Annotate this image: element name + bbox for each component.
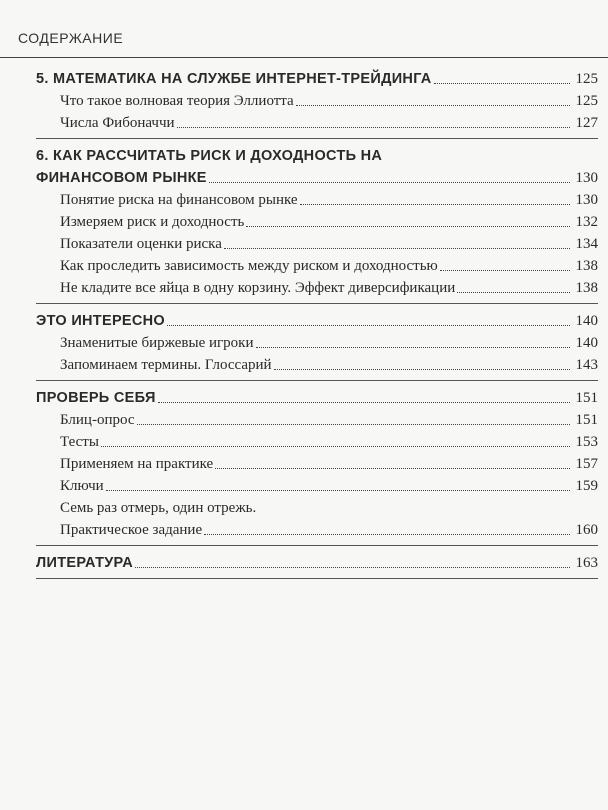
page-number: 134 [575, 236, 598, 252]
page-number: 140 [575, 313, 598, 329]
header-divider [0, 57, 608, 58]
page-number: 140 [575, 335, 598, 351]
dot-leader [274, 369, 570, 370]
dot-leader [215, 468, 570, 469]
toc-chapter-entry[interactable] [36, 167, 598, 189]
item-title: Применяем на практике [60, 456, 214, 472]
item-title: Знаменитые биржевые игроки [60, 335, 254, 351]
item-title: Показатели оценки риска [60, 236, 222, 252]
dot-leader [440, 270, 570, 271]
toc-item[interactable] [36, 497, 598, 519]
dot-leader [296, 105, 570, 106]
item-title: Ключи [60, 478, 104, 494]
toc-item[interactable] [36, 233, 598, 255]
toc-section-literature [36, 552, 598, 579]
dot-leader [137, 424, 570, 425]
page-number: 160 [575, 522, 598, 538]
item-title: Числа Фибоначчи [60, 115, 175, 131]
page-number: 125 [575, 71, 598, 87]
dot-leader [101, 446, 570, 447]
page-number: 138 [575, 280, 598, 296]
item-title: Не кладите все яйца в одну корзину. Эффект диверсификации [60, 280, 456, 296]
item-title: Что такое волновая теория Эллиотта [60, 93, 294, 109]
page-number: 130 [575, 192, 598, 208]
page-number: 151 [575, 412, 598, 428]
item-title: Семь раз отмерь, один отрежь. [60, 500, 257, 516]
dot-leader [204, 534, 570, 535]
item-title: Практическое задание [60, 522, 203, 538]
toc-section-self-check [36, 387, 598, 546]
table-of-contents [36, 64, 598, 585]
page-number: 143 [575, 357, 598, 373]
dot-leader [167, 325, 570, 326]
dot-leader [135, 567, 570, 568]
toc-section-6 [36, 145, 598, 304]
chapter-title-line-1[interactable]: 6. КАК РАССЧИТАТЬ РИСК И ДОХОДНОСТЬ НА [36, 148, 383, 164]
toc-item[interactable] [36, 277, 598, 299]
toc-item[interactable] [36, 431, 598, 453]
toc-item[interactable] [36, 519, 598, 541]
item-title: Запоминаем термины. Глоссарий [60, 357, 272, 373]
page-blank-area [0, 590, 608, 810]
dot-leader [158, 402, 570, 403]
item-title: Измеряем риск и доходность [60, 214, 245, 230]
chapter-title: 5. МАТЕМАТИКА НА СЛУЖБЕ ИНТЕРНЕТ-ТРЕЙДИНГА [36, 71, 432, 87]
toc-section-5 [36, 68, 598, 139]
dot-leader [106, 490, 570, 491]
page-number: 151 [575, 390, 598, 406]
item-title: Тесты [60, 434, 99, 450]
page-number: 127 [575, 115, 598, 131]
page-number: 163 [575, 555, 598, 571]
dot-leader [300, 204, 570, 205]
chapter-title-line-2: ФИНАНСОВОМ РЫНКЕ [36, 170, 207, 186]
toc-chapter-entry[interactable] [36, 552, 598, 574]
toc-item[interactable] [36, 332, 598, 354]
dot-leader [246, 226, 570, 227]
chapter-title: ПРОВЕРЬ СЕБЯ [36, 390, 156, 406]
page-number: 138 [575, 258, 598, 274]
toc-item[interactable] [36, 189, 598, 211]
item-title: Как проследить зависимость между риском и доходностью [60, 258, 438, 274]
dot-leader [256, 347, 571, 348]
chapter-title: ЛИТЕРАТУРА [36, 555, 134, 571]
toc-chapter-entry[interactable] [36, 310, 598, 332]
toc-section-interesting [36, 310, 598, 381]
toc-chapter-entry[interactable] [36, 387, 598, 409]
dot-leader [209, 182, 570, 183]
toc-item[interactable] [36, 90, 598, 112]
toc-item[interactable] [36, 453, 598, 475]
dot-leader [434, 83, 570, 84]
toc-item[interactable] [36, 475, 598, 497]
toc-chapter-entry[interactable] [36, 68, 598, 90]
toc-item[interactable] [36, 409, 598, 431]
toc-item[interactable] [36, 112, 598, 134]
dot-leader [457, 292, 570, 293]
toc-item[interactable] [36, 255, 598, 277]
dot-leader [177, 127, 570, 128]
item-title: Блиц-опрос [60, 412, 135, 428]
dot-leader [224, 248, 570, 249]
page-number: 125 [575, 93, 598, 109]
toc-item[interactable] [36, 211, 598, 233]
item-title: Понятие риска на финансовом рынке [60, 192, 298, 208]
running-header: СОДЕРЖАНИЕ [18, 30, 124, 46]
page-number: 157 [575, 456, 598, 472]
toc-item[interactable] [36, 354, 598, 376]
chapter-title: ЭТО ИНТЕРЕСНО [36, 313, 166, 329]
page-number: 159 [575, 478, 598, 494]
page-number: 153 [575, 434, 598, 450]
page-number: 132 [575, 214, 598, 230]
page-number: 130 [575, 170, 598, 186]
